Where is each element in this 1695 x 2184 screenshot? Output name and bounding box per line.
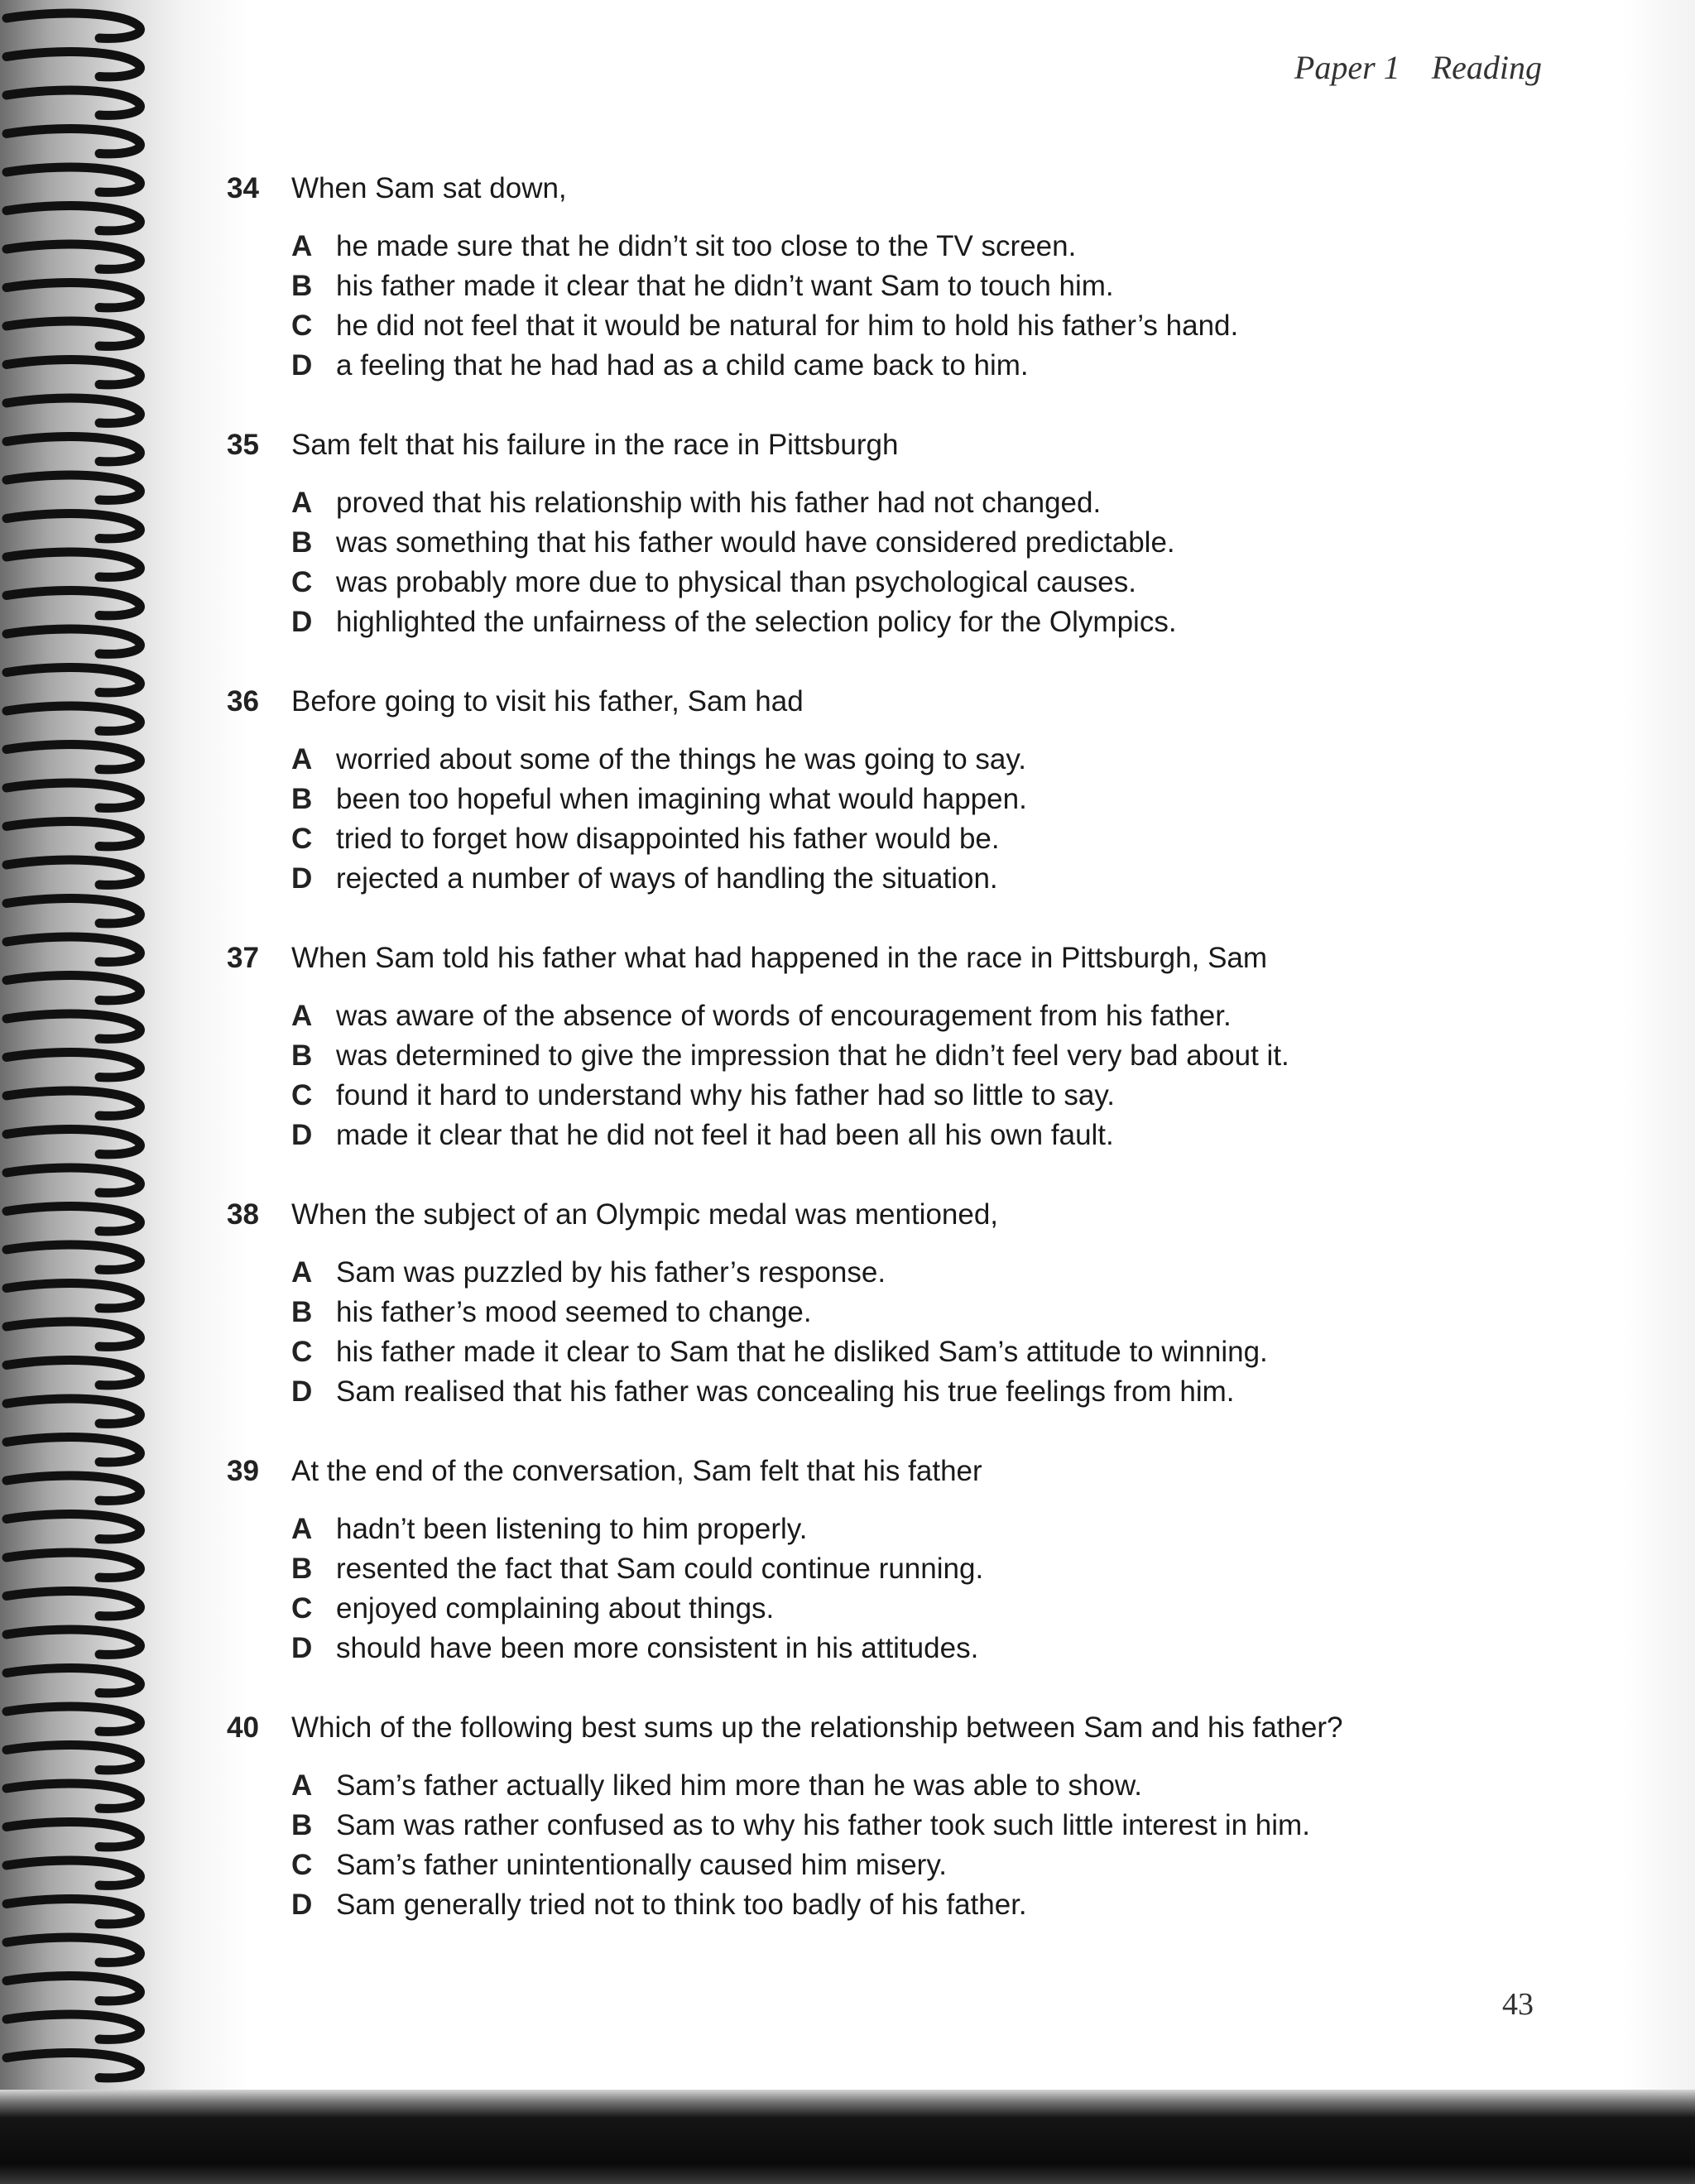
option-letter: B bbox=[291, 270, 313, 302]
question-number: 37 bbox=[227, 942, 259, 974]
binding-loop bbox=[7, 52, 140, 77]
option-letter: B bbox=[291, 1296, 313, 1328]
question-number: 34 bbox=[227, 172, 259, 204]
question-34 bbox=[227, 172, 1468, 389]
binding-loop bbox=[7, 668, 140, 693]
binding-loop bbox=[7, 2053, 140, 2078]
binding-loop bbox=[7, 899, 140, 924]
option-text: was probably more due to physical than psychological causes. bbox=[336, 566, 1136, 598]
option-letter: C bbox=[291, 566, 313, 598]
binding-loop bbox=[7, 822, 140, 847]
binding-loop bbox=[7, 1091, 140, 1116]
page-number: 43 bbox=[1502, 1987, 1534, 2022]
option-a bbox=[227, 1513, 1468, 1553]
binding-loop bbox=[7, 1322, 140, 1346]
header-section: Reading bbox=[1431, 49, 1542, 86]
option-d bbox=[227, 862, 1468, 902]
option-a bbox=[227, 1256, 1468, 1296]
option-letter: D bbox=[291, 1375, 313, 1408]
option-letter: D bbox=[291, 1632, 313, 1664]
binding-loop bbox=[7, 1668, 140, 1693]
option-letter: A bbox=[291, 1513, 313, 1545]
binding-loop bbox=[7, 1476, 140, 1500]
binding-loop bbox=[7, 1245, 140, 1270]
binding-loop bbox=[7, 1053, 140, 1078]
binding-loop bbox=[7, 167, 140, 192]
option-letter: A bbox=[291, 487, 313, 519]
option-letter: C bbox=[291, 1079, 313, 1111]
option-text: worried about some of the things he was going to say. bbox=[336, 743, 1027, 775]
binding-loop bbox=[7, 2014, 140, 2039]
binding-loop bbox=[7, 206, 140, 231]
option-c bbox=[227, 310, 1468, 349]
option-c bbox=[227, 1592, 1468, 1632]
option-text: was something that his father would have considered predictable. bbox=[336, 526, 1175, 559]
option-b bbox=[227, 1809, 1468, 1849]
option-c bbox=[227, 1079, 1468, 1119]
binding-loop bbox=[7, 745, 140, 770]
binding-loop bbox=[7, 1361, 140, 1385]
option-b bbox=[227, 526, 1468, 566]
option-c bbox=[227, 1336, 1468, 1375]
option-text: was determined to give the impression that he didn’t feel very bad about it. bbox=[336, 1039, 1289, 1072]
binding-loop bbox=[7, 1630, 140, 1654]
question-stem: Before going to visit his father, Sam had bbox=[291, 685, 804, 718]
option-letter: C bbox=[291, 310, 313, 342]
question-36 bbox=[227, 685, 1468, 902]
binding-loop bbox=[7, 1553, 140, 1577]
option-text: been too hopeful when imagining what would happen. bbox=[336, 783, 1027, 815]
binding-loop bbox=[7, 706, 140, 731]
option-text: rejected a number of ways of handling the situation. bbox=[336, 862, 998, 895]
binding-loop bbox=[7, 244, 140, 269]
option-b bbox=[227, 270, 1468, 310]
binding-loop bbox=[7, 90, 140, 115]
running-header bbox=[1294, 48, 1542, 87]
option-letter: A bbox=[291, 743, 313, 775]
option-text: he did not feel that it would be natural for him to hold his father’s hand. bbox=[336, 310, 1239, 342]
option-text: Sam’s father unintentionally caused him misery. bbox=[336, 1849, 947, 1881]
option-letter: B bbox=[291, 526, 313, 559]
option-text: tried to forget how disappointed his father would be. bbox=[336, 823, 1000, 855]
binding-loop bbox=[7, 1207, 140, 1231]
binding-loop bbox=[7, 591, 140, 616]
binding-loop bbox=[7, 860, 140, 885]
option-d bbox=[227, 1632, 1468, 1672]
option-a bbox=[227, 487, 1468, 526]
option-d bbox=[227, 1375, 1468, 1415]
question-stem: When Sam told his father what had happened in the race in Pittsburgh, Sam bbox=[291, 942, 1268, 974]
option-letter: B bbox=[291, 1809, 313, 1841]
option-c bbox=[227, 823, 1468, 862]
header-paper: Paper 1 bbox=[1294, 49, 1400, 86]
option-text: his father’s mood seemed to change. bbox=[336, 1296, 812, 1328]
question-40 bbox=[227, 1711, 1468, 1928]
option-a bbox=[227, 1000, 1468, 1039]
option-text: Sam realised that his father was concealing his true feelings from him. bbox=[336, 1375, 1235, 1408]
binding-loop bbox=[7, 1745, 140, 1770]
option-b bbox=[227, 1553, 1468, 1592]
option-text: Sam generally tried not to think too badly of his father. bbox=[336, 1889, 1027, 1921]
option-text: proved that his relationship with his father had not changed. bbox=[336, 487, 1102, 519]
binding-loop bbox=[7, 629, 140, 654]
option-text: should have been more consistent in his attitudes. bbox=[336, 1632, 979, 1664]
question-stem: At the end of the conversation, Sam felt that his father bbox=[291, 1455, 982, 1487]
option-letter: D bbox=[291, 1889, 313, 1921]
option-text: hadn’t been listening to him properly. bbox=[336, 1513, 808, 1545]
option-text: Sam was rather confused as to why his father took such little interest in him. bbox=[336, 1809, 1310, 1841]
question-39 bbox=[227, 1455, 1468, 1672]
binding-loop bbox=[7, 398, 140, 423]
option-a bbox=[227, 743, 1468, 783]
question-stem: Which of the following best sums up the relationship between Sam and his father? bbox=[291, 1711, 1343, 1744]
option-text: highlighted the unfairness of the selection policy for the Olympics. bbox=[336, 606, 1177, 638]
question-number: 36 bbox=[227, 685, 259, 718]
option-text: his father made it clear to Sam that he disliked Sam’s attitude to winning. bbox=[336, 1336, 1268, 1368]
binding-loop bbox=[7, 514, 140, 539]
binding-loop bbox=[7, 937, 140, 962]
option-a bbox=[227, 230, 1468, 270]
option-letter: C bbox=[291, 1592, 313, 1625]
book-bottom-edge bbox=[0, 2090, 1695, 2184]
binding-loop bbox=[7, 1014, 140, 1039]
question-stem: Sam felt that his failure in the race in Pittsburgh bbox=[291, 429, 899, 461]
binding-loop bbox=[7, 783, 140, 808]
binding-loop bbox=[7, 976, 140, 1001]
binding-loop bbox=[7, 1976, 140, 2001]
binding-loop bbox=[7, 1130, 140, 1154]
binding-loop bbox=[7, 13, 140, 38]
option-d bbox=[227, 1119, 1468, 1159]
option-letter: A bbox=[291, 1256, 313, 1289]
binding-loop bbox=[7, 1399, 140, 1423]
binding-loop bbox=[7, 283, 140, 308]
question-number: 40 bbox=[227, 1711, 259, 1744]
option-d bbox=[227, 1889, 1468, 1928]
option-b bbox=[227, 1296, 1468, 1336]
option-b bbox=[227, 783, 1468, 823]
binding-loop bbox=[7, 1706, 140, 1731]
option-letter: B bbox=[291, 1039, 313, 1072]
question-stem: When Sam sat down, bbox=[291, 172, 567, 204]
option-letter: D bbox=[291, 606, 313, 638]
binding-loop bbox=[7, 1937, 140, 1962]
option-d bbox=[227, 606, 1468, 646]
binding-loop bbox=[7, 1591, 140, 1616]
option-text: found it hard to understand why his father had so little to say. bbox=[336, 1079, 1116, 1111]
binding-loop bbox=[7, 1168, 140, 1193]
option-a bbox=[227, 1769, 1468, 1809]
binding-loop bbox=[7, 475, 140, 500]
option-letter: C bbox=[291, 823, 313, 855]
binding-loop bbox=[7, 129, 140, 154]
question-37 bbox=[227, 942, 1468, 1159]
question-stem: When the subject of an Olympic medal was mentioned, bbox=[291, 1198, 999, 1231]
option-text: Sam’s father actually liked him more than he was able to show. bbox=[336, 1769, 1143, 1802]
option-letter: C bbox=[291, 1336, 313, 1368]
binding-loop bbox=[7, 437, 140, 462]
option-b bbox=[227, 1039, 1468, 1079]
option-c bbox=[227, 566, 1468, 606]
binding-loop bbox=[7, 360, 140, 385]
option-letter: B bbox=[291, 1553, 313, 1585]
binding-loop bbox=[7, 1514, 140, 1539]
option-text: he made sure that he didn’t sit too close to the TV screen. bbox=[336, 230, 1077, 262]
binding-loop bbox=[7, 1783, 140, 1808]
question-number: 38 bbox=[227, 1198, 259, 1231]
option-c bbox=[227, 1849, 1468, 1889]
binding-loop bbox=[7, 321, 140, 346]
option-d bbox=[227, 349, 1468, 389]
question-38 bbox=[227, 1198, 1468, 1415]
binding-loop bbox=[7, 1822, 140, 1847]
option-letter: A bbox=[291, 1769, 313, 1802]
option-letter: B bbox=[291, 783, 313, 815]
option-text: Sam was puzzled by his father’s response. bbox=[336, 1256, 886, 1289]
question-number: 39 bbox=[227, 1455, 259, 1487]
question-number: 35 bbox=[227, 429, 259, 461]
option-text: was aware of the absence of words of encouragement from his father. bbox=[336, 1000, 1232, 1032]
option-text: made it clear that he did not feel it had been all his own fault. bbox=[336, 1119, 1114, 1151]
binding-loop bbox=[7, 1899, 140, 1924]
question-35 bbox=[227, 429, 1468, 646]
binding-loop bbox=[7, 1860, 140, 1885]
option-letter: D bbox=[291, 1119, 313, 1151]
binding-loop bbox=[7, 1438, 140, 1462]
option-letter: D bbox=[291, 349, 313, 382]
option-letter: D bbox=[291, 862, 313, 895]
option-text: enjoyed complaining about things. bbox=[336, 1592, 775, 1625]
option-text: resented the fact that Sam could continue running. bbox=[336, 1553, 984, 1585]
spiral-binding bbox=[0, 0, 174, 2102]
option-letter: A bbox=[291, 1000, 313, 1032]
option-letter: A bbox=[291, 230, 313, 262]
option-text: his father made it clear that he didn’t want Sam to touch him. bbox=[336, 270, 1114, 302]
option-text: a feeling that he had had as a child came back to him. bbox=[336, 349, 1029, 382]
option-letter: C bbox=[291, 1849, 313, 1881]
binding-loop bbox=[7, 1284, 140, 1308]
binding-loop bbox=[7, 552, 140, 577]
